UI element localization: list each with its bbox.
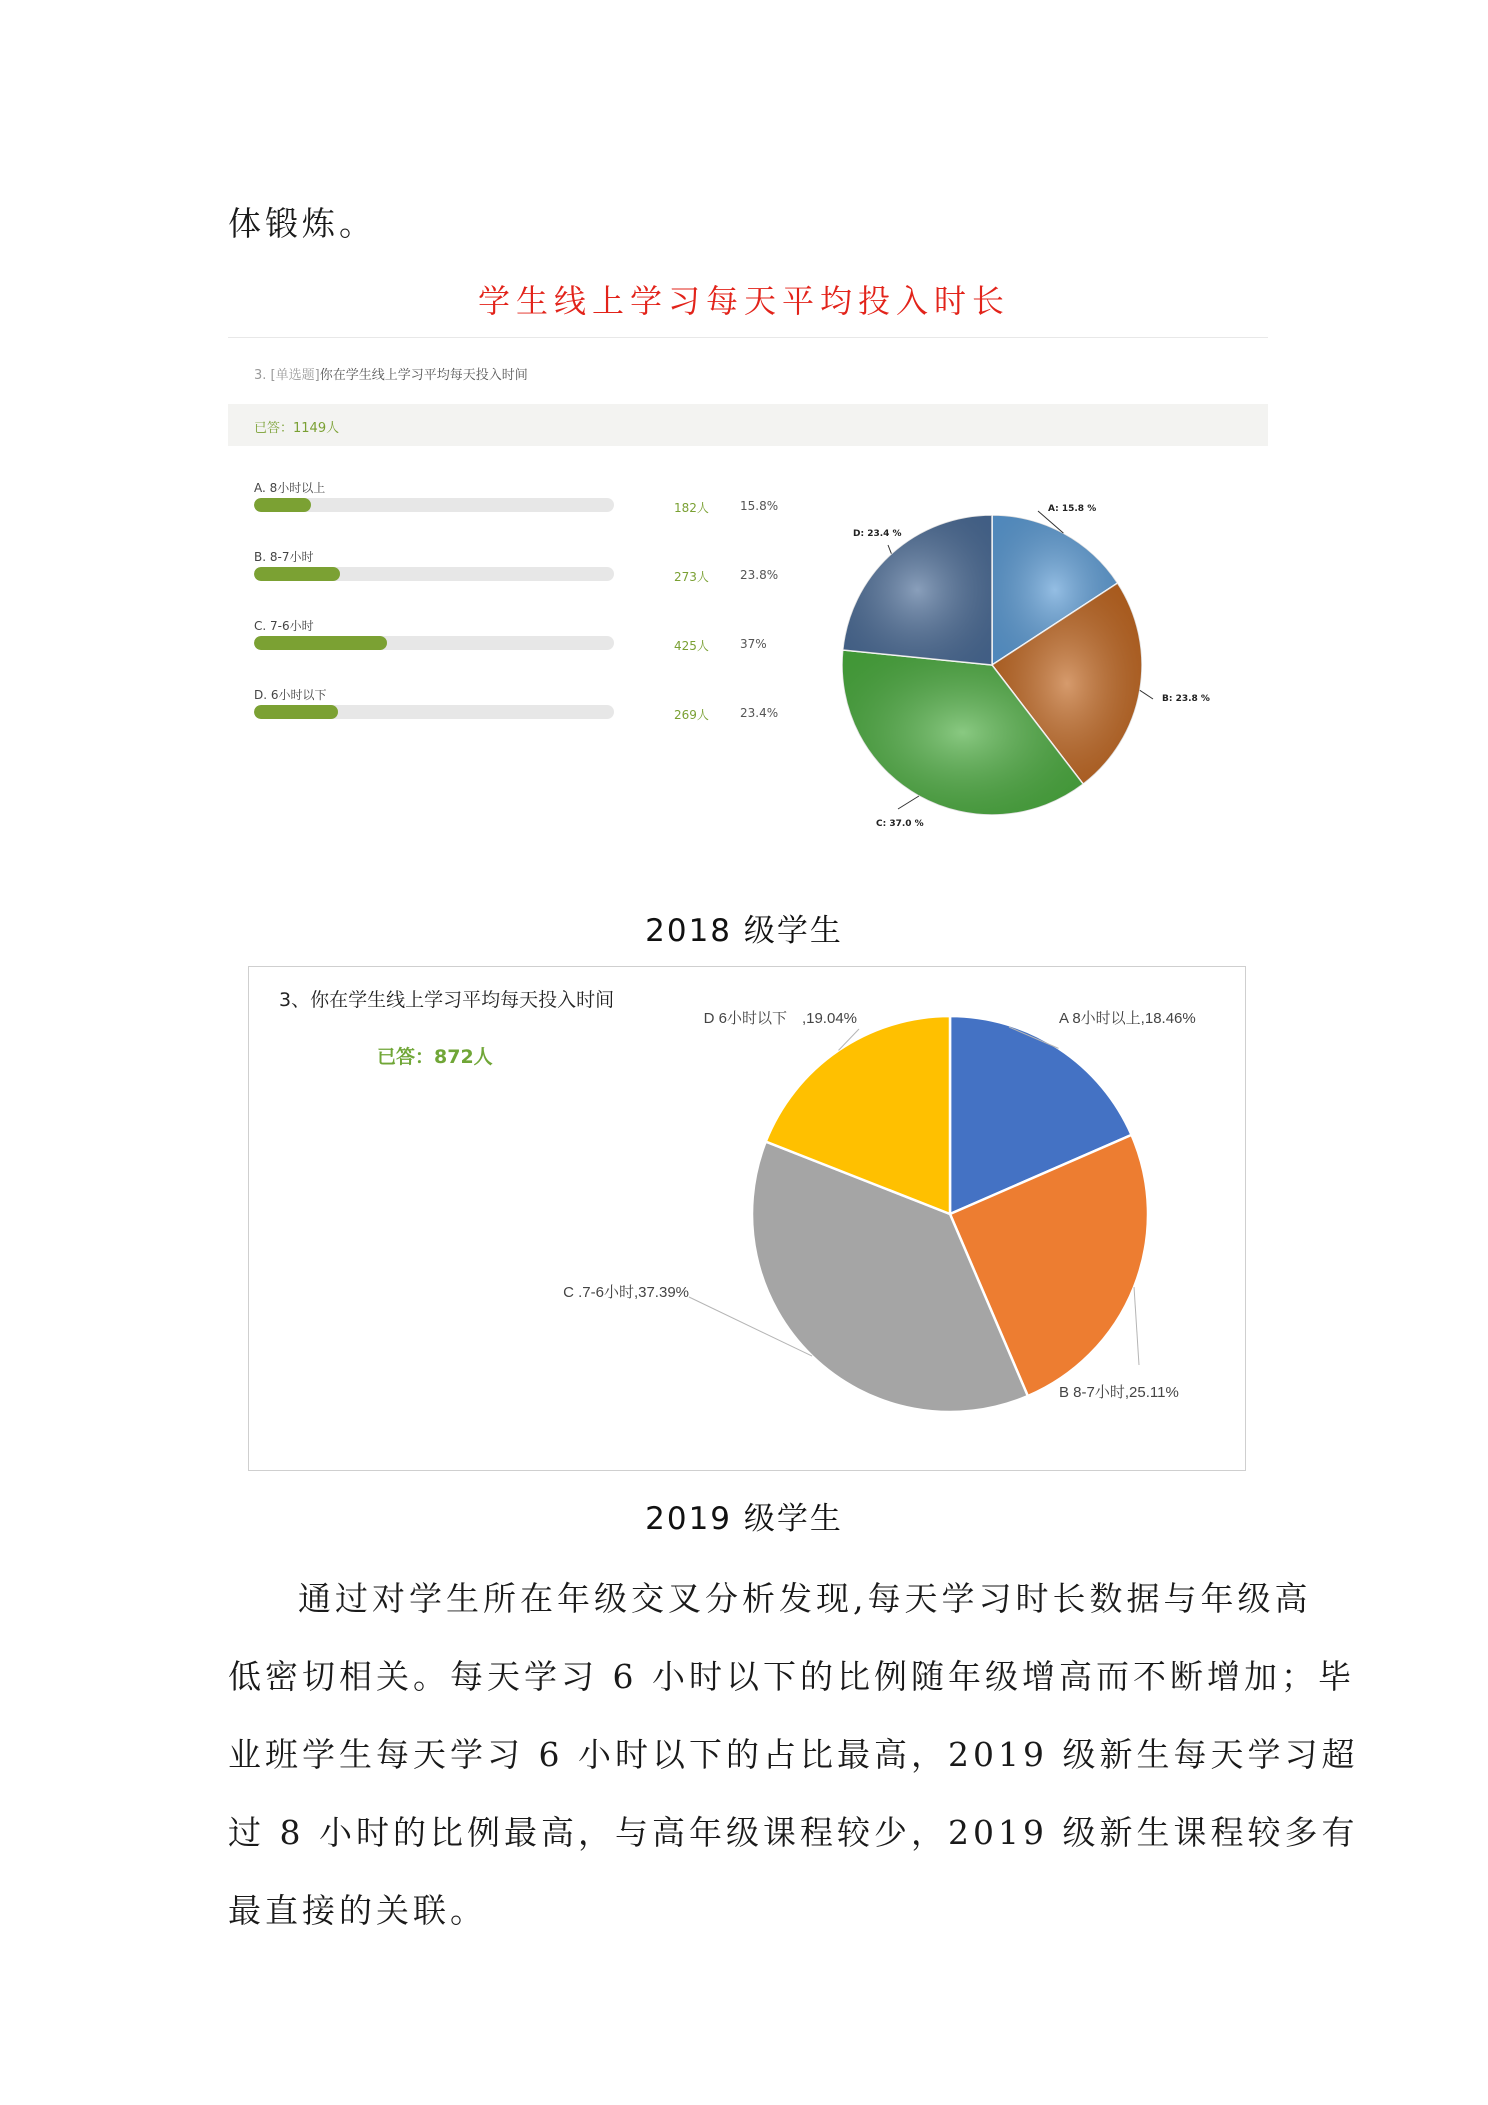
option-label: C. 7-6小时 <box>254 619 314 633</box>
survey-panel-2019 <box>248 966 1246 1471</box>
intro-line: 体锻炼。 <box>228 204 376 243</box>
option-count: 269人 <box>674 708 709 722</box>
caption-2018: 2018 级学生 <box>645 913 843 949</box>
leader-line <box>888 545 891 554</box>
progress-fill <box>254 705 338 719</box>
progress-track <box>254 636 614 650</box>
survey-panel-2018 <box>228 337 1268 884</box>
paragraph-line-2: 低密切相关。每天学习 6 小时以下的比例随年级增高而不断增加；毕 <box>228 1657 1355 1696</box>
option-label: D. 6小时以下 <box>254 688 327 702</box>
question-title <box>254 364 528 383</box>
progress-fill <box>254 567 340 581</box>
paragraph-line-4: 过 8 小时的比例最高，与高年级课程较少，2019 级新生课程较多有 <box>228 1813 1359 1852</box>
question-type-tag: 3. [单选题] <box>254 368 320 383</box>
option-label: A. 8小时以上 <box>254 481 326 495</box>
pie-chart-2019 <box>249 967 1244 1469</box>
slice-label: A: 15.8 % <box>1048 504 1097 514</box>
progress-track <box>254 498 614 512</box>
progress-track <box>254 705 614 719</box>
option-percent: 37% <box>740 637 767 651</box>
option-count: 273人 <box>674 570 709 584</box>
pie-chart-2018 <box>748 337 1268 884</box>
option-percent: 23.8% <box>740 568 779 582</box>
slice-label: C: 37.0 % <box>876 819 924 829</box>
leader-line <box>1134 1287 1139 1365</box>
section-title: 学生线上学习每天平均投入时长 <box>477 282 1010 320</box>
option-percent: 15.8% <box>740 499 779 513</box>
answered-count: 已答：872人 <box>377 1046 493 1068</box>
slice-label: D: 23.4 % <box>853 529 902 539</box>
leader-line <box>898 796 919 809</box>
slice-label: B 8-7小时,25.11% <box>1059 1384 1179 1401</box>
question-text: 你在学生线上学习平均每天投入时间 <box>319 368 528 383</box>
option-count: 182人 <box>674 501 709 515</box>
paragraph-line-3: 业班学生每天学习 6 小时以下的占比最高，2019 级新生每天学习超 <box>228 1735 1359 1774</box>
slice-label: A 8小时以上,18.46% <box>1059 1010 1196 1027</box>
option-row-d <box>254 686 779 736</box>
option-count: 425人 <box>674 639 709 653</box>
progress-fill <box>254 498 311 512</box>
option-row-b <box>254 548 779 598</box>
progress-track <box>254 567 614 581</box>
option-percent: 23.4% <box>740 706 779 720</box>
paragraph-line-1: 通过对学生所在年级交叉分析发现,每天学习时长数据与年级高 <box>298 1579 1312 1618</box>
answered-count: 已答：1149人 <box>254 421 340 436</box>
caption-2019: 2019 级学生 <box>645 1501 843 1537</box>
option-row-a <box>254 479 779 529</box>
option-row-c <box>254 617 767 667</box>
leader-line <box>1140 690 1153 699</box>
question-text: 3、你在学生线上学习平均每天投入时间 <box>279 989 615 1011</box>
option-label: B. 8-7小时 <box>254 550 314 564</box>
paragraph-line-5: 最直接的关联。 <box>228 1891 487 1930</box>
slice-label: B: 23.8 % <box>1162 694 1210 704</box>
progress-fill <box>254 636 387 650</box>
slice-label: C .7-6小时,37.39% <box>563 1284 689 1301</box>
slice-label: D 6小时以下 ,19.04% <box>703 1010 857 1027</box>
